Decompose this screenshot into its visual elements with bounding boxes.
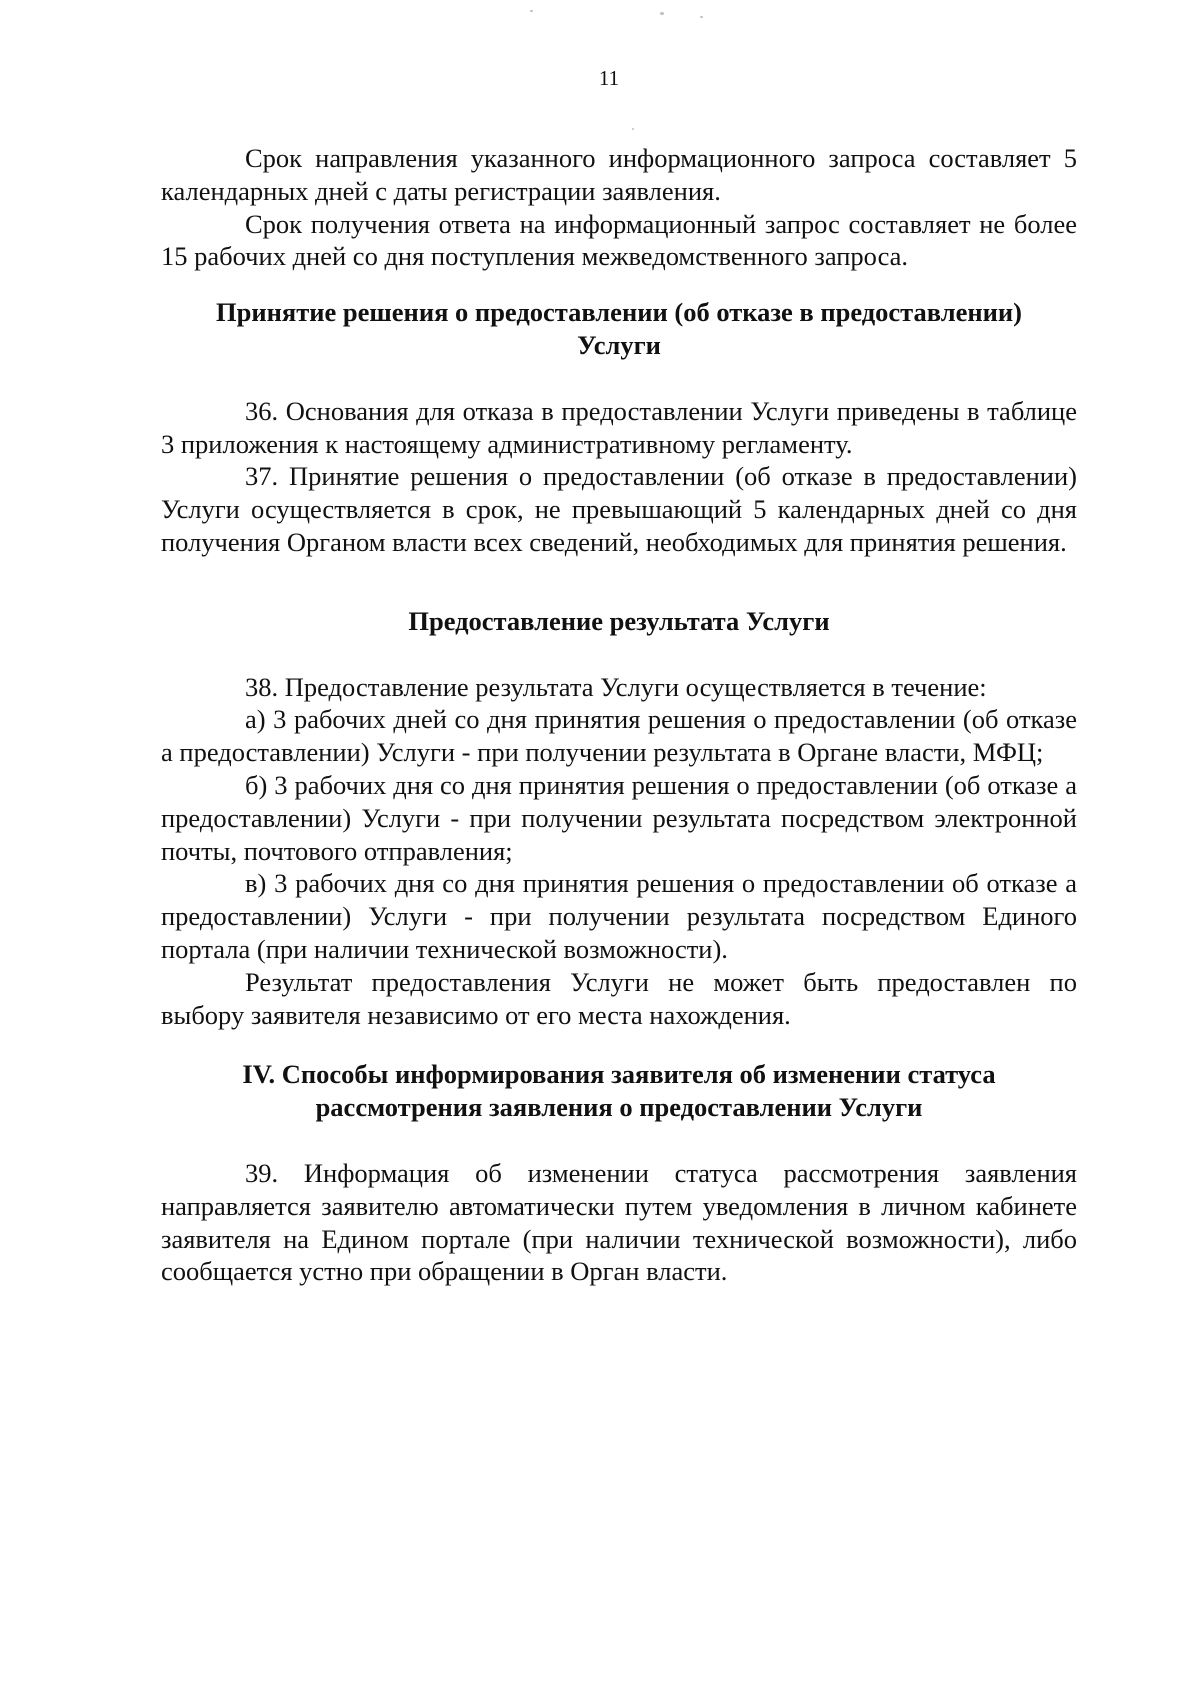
- scan-artifact: [700, 16, 703, 18]
- paragraph-38-b: б) 3 рабочих дня со дня принятия решения о предоставлении (об отказе а предоставлении) Услуги - при получении результата посредством электронной почты, почтового отправления;: [161, 769, 1077, 866]
- scan-artifact: [530, 10, 533, 12]
- section-heading-iv: IV. Способы информирования заявителя об изменении статуса рассмотрения заявления о предоставлении Услуги: [242, 1059, 996, 1123]
- paragraph-37: 37. Принятие решения о предоставлении (об отказе в предоставлении) Услуги осуществляется в срок, не превышающий 5 календарных дней со дня получения Органом власти всех сведений, необходимых для принятия решения.: [161, 461, 1077, 557]
- page-number: 11: [598, 66, 620, 90]
- paragraph-38-c: в) 3 рабочих дня со дня принятия решения о предоставлении об отказе а предоставлении) Услуги - при получении результата посредством Единого портала (при наличии технической возможности).: [161, 868, 1077, 964]
- paragraph-36: 36. Основания для отказа в предоставлении Услуги приведены в таблице 3 приложения к настоящему административному регламенту.: [161, 395, 1077, 459]
- spacer: [161, 273, 1077, 296]
- spacer: [161, 559, 1077, 605]
- paragraph-38: 38. Предоставление результата Услуги осуществляется в течение:: [245, 671, 987, 702]
- spacer: [161, 638, 1077, 671]
- spacer: [161, 1124, 1077, 1157]
- document-body: [161, 142, 1077, 1288]
- scan-artifact: [660, 12, 664, 15]
- paragraph-39: 39. Информация об изменении статуса рассмотрения заявления направляется заявителю автоматически путем уведомления в личном кабинете заявителя на Едином портале (при наличии технической возможности), либо сообщается устно при обращении в Орган власти.: [161, 1157, 1077, 1287]
- paragraph-request-deadline: Срок направления указанного информационного запроса составляет 5 календарных дней с даты регистрации заявления.: [161, 143, 1077, 206]
- section-heading-result: Предоставление результата Услуги: [408, 605, 830, 636]
- spacer: [161, 1031, 1077, 1058]
- spacer: [161, 362, 1077, 395]
- paragraph-response-deadline: Срок получения ответа на информационный запрос составляет не более 15 рабочих дней со дня поступления межведомственного запроса.: [161, 208, 1077, 272]
- scan-artifact: [632, 128, 634, 130]
- paragraph-38-a: а) 3 рабочих дней со дня принятия решения о предоставлении (об отказе а предоставлении) Услуги - при получении результата в Органе власти, МФЦ;: [161, 704, 1077, 768]
- section-heading-decision: Принятие решения о предоставлении (об отказе в предоставлении) Услуги: [216, 297, 1022, 360]
- paragraph-38-result: Результат предоставления Услуги не может быть предоставлен по выбору заявителя независимо от его места нахождения.: [161, 966, 1077, 1030]
